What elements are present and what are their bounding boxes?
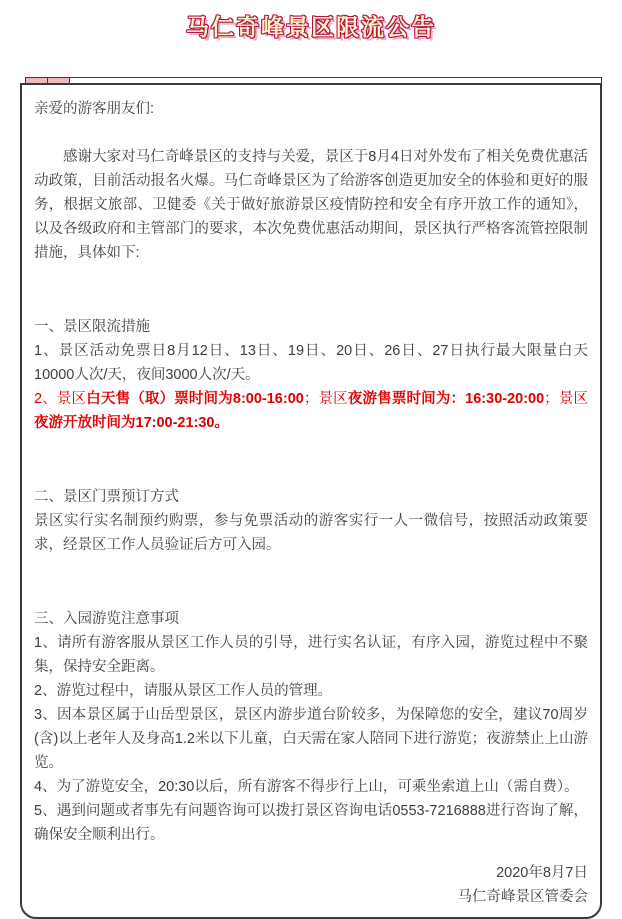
visit-note-5: 5、遇到问题或者事先有问题咨询可以拨打景区咨询电话0553-7216888进行咨询了解，确保安全顺利出行。 — [34, 803, 588, 843]
page-title: 马仁奇峰景区限流公告 — [186, 14, 436, 40]
visit-note-3: 3、因本景区属于山岳型景区，景区内游步道台阶较多，为保障您的安全，建议70周岁(含)以上老年人及身高1.2米以下儿童，白天需在家人陪同下进行游览；夜游禁止上山游览。 — [34, 707, 588, 771]
section-flow-restriction — [34, 315, 588, 435]
notice-signature: 马仁奇峰景区管委会 — [457, 889, 588, 905]
greeting-line: 亲爱的游客朋友们: — [34, 101, 155, 117]
visit-note-2: 2、游览过程中，请服从景区工作人员的管理。 — [34, 683, 333, 699]
flow-restriction-item-1: 1、景区活动免票日8月12日、13日、19日、20日、26日、27日执行最大限量白天10000人次/天，夜间3000人次/天。 — [34, 343, 588, 383]
top-tab-strip — [25, 77, 602, 83]
section-visit-notes — [34, 607, 588, 847]
visit-note-1: 1、请所有游客服从景区工作人员的引导，进行实名认证，有序入园，游览过程中不聚集，保持安全距离。 — [34, 635, 588, 675]
section-heading-3: 三、入园游览注意事项 — [34, 611, 179, 627]
pink-tab-cell — [48, 78, 70, 83]
notice-date: 2020年8月7日 — [496, 865, 588, 881]
booking-paragraph: 景区实行实名制预约购票，参与免票活动的游客实行一人一微信号，按照活动政策要求，经景区工作人员验证后方可入园。 — [34, 513, 588, 553]
section-ticket-booking — [34, 485, 588, 557]
pink-tab-cell — [26, 78, 48, 83]
section-heading-1: 一、景区限流措施 — [34, 319, 150, 335]
intro-paragraph: 感谢大家对马仁奇峰景区的支持与关爱，景区于8月4日对外发布了相关免费优惠活动政策，目前活动报名火爆。马仁奇峰景区为了给游客创造更加安全的体验和更好的服务，根据文旅部、卫健委《关于做好旅游景区疫情防控和安全有序开放工作的通知》，以及各级政府和主管部门的要求，本次免费优惠活动期间，景区执行严格客流管控限制措施，具体如下: — [34, 149, 588, 261]
visit-note-4: 4、为了游览安全，20:30以后，所有游客不得步行上山，可乘坐索道上山（需自费）。 — [34, 779, 579, 795]
notice-box — [20, 83, 602, 919]
section-heading-2: 二、景区门票预订方式 — [34, 489, 179, 505]
signature-block — [34, 861, 588, 909]
notice-container — [20, 83, 602, 919]
flow-restriction-item-2-ticket-times: 2、景区白天售（取）票时间为8:00-16:00；景区夜游售票时间为：16:30-20:00；景区夜游开放时间为17:00-21:30。 — [34, 391, 589, 431]
